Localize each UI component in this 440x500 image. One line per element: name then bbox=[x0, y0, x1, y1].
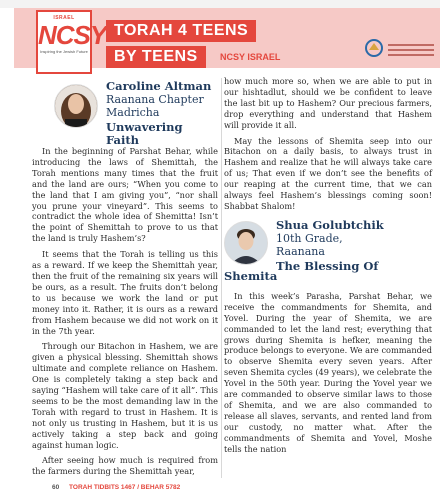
top-band bbox=[0, 0, 440, 8]
author-block-1 bbox=[32, 76, 218, 146]
sponsor-logos bbox=[364, 24, 436, 62]
author-info-1 bbox=[106, 80, 218, 147]
logo-big-text: NCSY bbox=[38, 20, 107, 50]
header-title-line2: BY TEENS bbox=[106, 46, 206, 68]
article1-continuation: how much more so, when we are able to put in our hishtadlut, should we be confident to leave the last bit up to Hashem? Our precious farmers, drop everything and understand that Hashem will provide it all. bbox=[224, 76, 432, 130]
logo-small-text: ISRAEL bbox=[53, 15, 75, 21]
author-block-2 bbox=[224, 217, 432, 291]
author2-name: Shua Golubtchik bbox=[276, 217, 384, 232]
left-column bbox=[32, 76, 218, 482]
author-chapter: Raanana Chapter bbox=[106, 93, 204, 106]
header-title-line1: TORAH 4 TEENS bbox=[106, 20, 256, 42]
header-banner bbox=[14, 8, 440, 68]
article2-paragraph: In this week’s Parasha, Parshat Behar, we receive the commandments for Shemita, and Yovel. During the year of Shemita, we are commanded to let the land rest; everything that grows during Shemita is hefker, meaning the produce belongs to everyone. We are commanded to observe Shemita every seven years. After seven Shemita cycles (49 years), we celebrate the Yovel in the 50th year. During the Yovel year we are commanded to observe similar laws to those of Shemita, and we are also commanded to release all slaves, servants, and rented land from our custody, no matter what. After the commandments of Shemita and Yovel, Moshe tells the nation bbox=[224, 290, 432, 454]
article1-paragraph-4: After seeing how much is required from the farmers during the Shemittah year, bbox=[32, 455, 218, 477]
article-title: Unwavering Faith bbox=[106, 120, 183, 147]
right-column bbox=[224, 76, 432, 459]
article1-paragraph-3: Through our Bitachon in Hashem, we are given a physical blessing. Shemittah shows ultimate and complete reliance on Hashem. One is completely taking a step back and saying “Hashem will take care of it all”. This seems to be the most demanding law in the Torah with regard to trust in Hashem. It is not only us trusting in Hashem, but it is us actively taking a step back and going against human logic. bbox=[32, 341, 218, 450]
page-number: 60 bbox=[52, 484, 60, 491]
article2-title-part1: The Blessing Of bbox=[276, 258, 379, 273]
column-divider bbox=[221, 78, 222, 478]
author-photo-caroline bbox=[54, 84, 98, 128]
author-name: Caroline Altman bbox=[106, 79, 212, 93]
article1-paragraph-2: It seems that the Torah is telling us this as a reward. If we keep the Shemittah year, then the fruit of the remaining six years will be ours, as a result. The fruits don’t belong to us because we work the land or put money into it. Rather, it is ours as a reward from Hashem because we did not work on it in the 7th year. bbox=[32, 249, 218, 336]
author-role: Madricha bbox=[106, 106, 160, 119]
author-info-2 bbox=[276, 219, 384, 273]
author2-city: Raanana bbox=[276, 244, 325, 258]
page-footer bbox=[52, 484, 180, 491]
footer-text: TORAH TIDBITS 1467 / BEHAR 5782 bbox=[69, 484, 181, 491]
header-subtitle: NCSY ISRAEL bbox=[220, 52, 281, 62]
logo-tagline: Inspiring the Jewish Future bbox=[40, 49, 88, 54]
author-photo-shua bbox=[224, 221, 268, 265]
ncsy-logo bbox=[36, 10, 107, 74]
article2-title-part2: Shemita bbox=[224, 268, 278, 283]
sponsor-text-graphic bbox=[388, 44, 434, 59]
sponsor-emblem-icon bbox=[364, 38, 384, 58]
author2-grade: 10th Grade, bbox=[276, 231, 343, 245]
article1-closing: May the lessons of Shemita seep into our Bitachon on a daily basis, to always trust in Hashem and realize that he will always take care of us; That even if we don’t see the benefits of our reaping at the current time, that we can always feel Hashem’s blessings coming soon! Shabbat Shalom! bbox=[224, 135, 432, 211]
article1-paragraph-1: In the beginning of Parshat Behar, while introducing the laws of Shemittah, the Torah mentions many times that the fruit and the land are ours; “When you come to the land that I am giving you”, “nor shall you prune your vineyard”. This seems to contradict the whole idea of Shemitta! Isn’t the point of Shemittah to prove to us that the land is truly Hashem’s? bbox=[32, 146, 218, 244]
